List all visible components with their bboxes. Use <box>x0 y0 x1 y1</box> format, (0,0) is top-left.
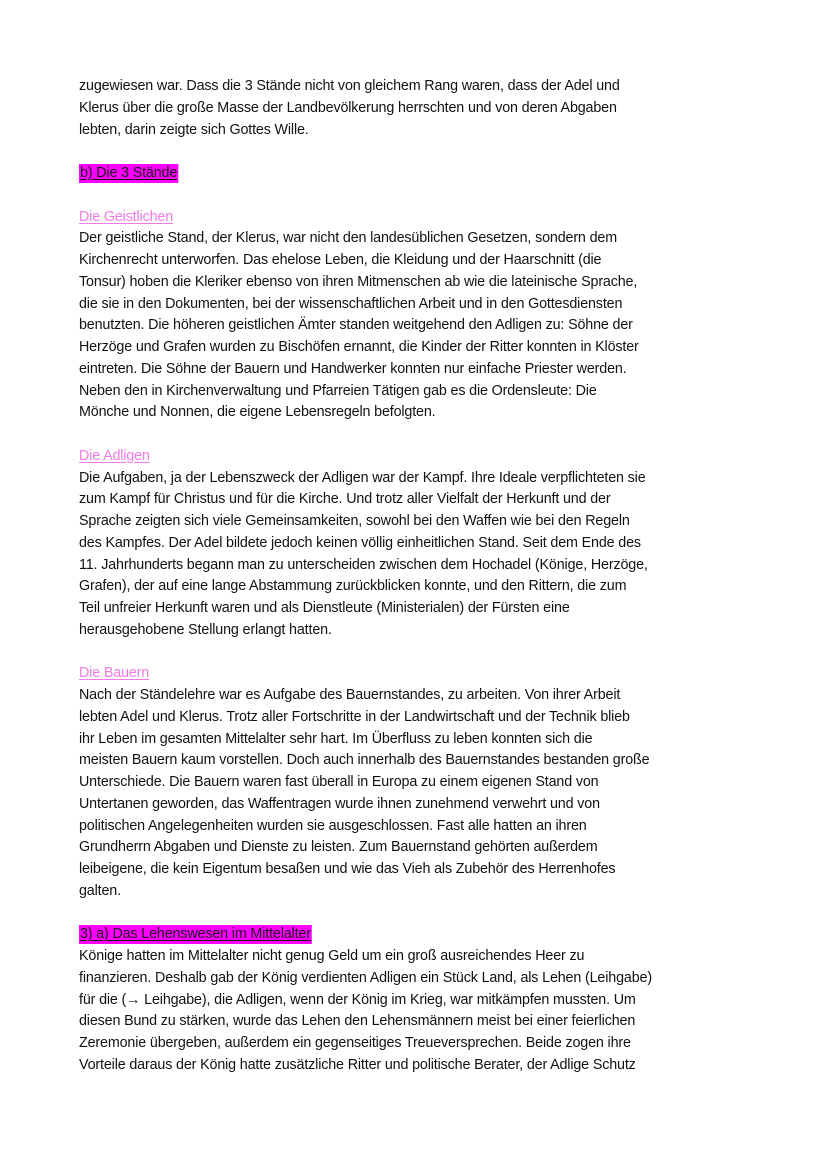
text-line: eintreten. Die Söhne der Bauern und Handwerker konnten nur einfache Priester werden. <box>79 360 627 377</box>
text-line: Könige hatten im Mittelalter nicht genug Geld um ein groß ausreichendes Heer zu <box>79 948 585 964</box>
text-line: Kirchenrecht unterworfen. Das ehelose Leben, die Kleidung und der Haarschnitt (die <box>79 252 602 268</box>
text-line: meisten Bauern kaum vorstellen. Doch auch innerhalb des Bauernstandes bestanden große <box>79 752 650 769</box>
text-line: Der geistliche Stand, der Klerus, war nicht den landesüblichen Gesetzen, sondern dem <box>79 230 617 247</box>
paragraph-gap <box>79 141 769 163</box>
text-line: Die Aufgaben, ja der Lebenszweck der Adligen war der Kampf. Ihre Ideale verpflichteten sie <box>79 469 646 486</box>
section-heading-lehenswesen: 3) a) Das Lehenswesen im Mittelalter <box>79 926 311 943</box>
paragraph-gap <box>79 903 769 925</box>
subheading-adligen: Die Adligen <box>79 447 150 464</box>
document-page <box>79 76 769 1077</box>
text-line: ihr Leben im gesamten Mittelalter sehr hart. Im Überfluss zu leben konnten sich die <box>79 730 593 747</box>
section-adligen <box>79 446 769 642</box>
subheading-row <box>79 446 751 468</box>
text-line: Nach der Ständelehre war es Aufgabe des Bauernstandes, zu arbeiten. Von ihrer Arbeit <box>79 687 621 703</box>
text-line: des Kampfes. Der Adel bildete jedoch keinen völlig einheitlichen Stand. Seit dem Ende des <box>79 534 641 551</box>
subheading-row <box>79 207 751 229</box>
text-line: finanzieren. Deshalb gab der König verdienten Adligen ein Stück Land, als Lehen (Leihgabe) <box>79 969 652 986</box>
text-line: zum Kampf für Christus und für die Kirche. Und trotz aller Vielfalt der Herkunft und der <box>79 491 611 508</box>
text-line: 11. Jahrhunderts begann man zu unterscheiden zwischen dem Hochadel (Könige, Herzöge, <box>79 556 648 573</box>
text-line: Zeremonie übergeben, außerdem ein gegenseitiges Treueversprechen. Beide zogen ihre <box>79 1035 631 1051</box>
section-geistlichen <box>79 207 769 425</box>
section-lehenswesen <box>79 924 769 1076</box>
paragraph-gap <box>79 642 769 664</box>
subheading-bauern: Die Bauern <box>79 665 150 682</box>
section-bauern <box>79 663 769 902</box>
text-line: galten. <box>79 882 121 899</box>
text-line: Mönche und Nonnen, die eigene Lebensregeln befolgten. <box>79 404 436 421</box>
text-line: Herzöge und Grafen wurden zu Bischöfen ernannt, die Kinder der Ritter konnten in Klöster <box>79 339 639 355</box>
text-line: für die (→ Leihgabe), die Adligen, wenn der König im Krieg, war mitkämpfen mussten. Um <box>79 991 636 1008</box>
text-line: Grafen), der auf eine lange Abstammung zurückblicken konnte, und den Rittern, die zum <box>79 578 627 595</box>
text-line: leibeigene, die kein Eigentum besaßen und wie das Vieh als Zubehör des Herrenhofes <box>79 861 616 877</box>
text-line: Unterschiede. Die Bauern waren fast überall in Europa zu einem eigenen Stand von <box>79 774 599 790</box>
section-heading-row <box>79 924 751 946</box>
text-line: die sie in den Dokumenten, bei der wissenschaftlichen Arbeit und in den Gottesdiensten <box>79 295 623 312</box>
text-line: Teil unfreier Herkunft waren und als Dienstleute (Ministerialen) der Fürsten eine <box>79 600 570 616</box>
text-line: benutzten. Die höheren geistlichen Ämter standen weitgehend den Adligen zu: Söhne der <box>79 317 633 334</box>
text-line: Klerus über die große Masse der Landbevölkerung herrschten und von deren Abgaben <box>79 99 617 116</box>
text-line: Sprache zeigten sich viele Gemeinsamkeiten, sowohl bei den Waffen wie bei den Regeln <box>79 513 630 529</box>
text-line: Tonsur) hoben die Kleriker ebenso von ihren Mitmenschen ab wie die lateinische Sprache, <box>79 273 638 290</box>
text-line: Untertanen geworden, das Waffentragen wurde ihnen zunehmend verwehrt und von <box>79 795 600 812</box>
text-line: diesen Bund zu stärken, wurde das Lehen den Lehensmännern meist bei einer feierlichen <box>79 1013 636 1030</box>
paragraph-gap <box>79 185 769 207</box>
subheading-geistlichen: Die Geistlichen <box>79 208 174 225</box>
subheading-row <box>79 663 751 685</box>
text-line: zugewiesen war. Dass die 3 Stände nicht von gleichem Rang waren, dass der Adel und <box>79 78 620 94</box>
text-line: lebten, darin zeigte sich Gottes Wille. <box>79 121 309 138</box>
section-heading-die-3-staende: b) Die 3 Stände <box>79 165 178 181</box>
text-line: herausgehobene Stellung erlangt hatten. <box>79 621 332 638</box>
intro-paragraph <box>79 76 769 141</box>
text-line: Neben den in Kirchenverwaltung und Pfarreien Tätigen gab es die Ordensleute: Die <box>79 382 597 399</box>
text-line: politischen Angelegenheiten wurden sie ausgeschlossen. Fast alle hatten an ihren <box>79 817 587 834</box>
text-line: lebten Adel und Klerus. Trotz aller Fortschritte in der Landwirtschaft und der Technik blieb <box>79 708 630 725</box>
text-line: Vorteile daraus der König hatte zusätzliche Ritter und politische Berater, der Adlige Schutz <box>79 1056 636 1073</box>
text-line: Grundherrn Abgaben und Dienste zu leisten. Zum Bauernstand gehörten außerdem <box>79 839 598 856</box>
section-heading-row <box>79 163 751 185</box>
paragraph-gap <box>79 424 769 446</box>
